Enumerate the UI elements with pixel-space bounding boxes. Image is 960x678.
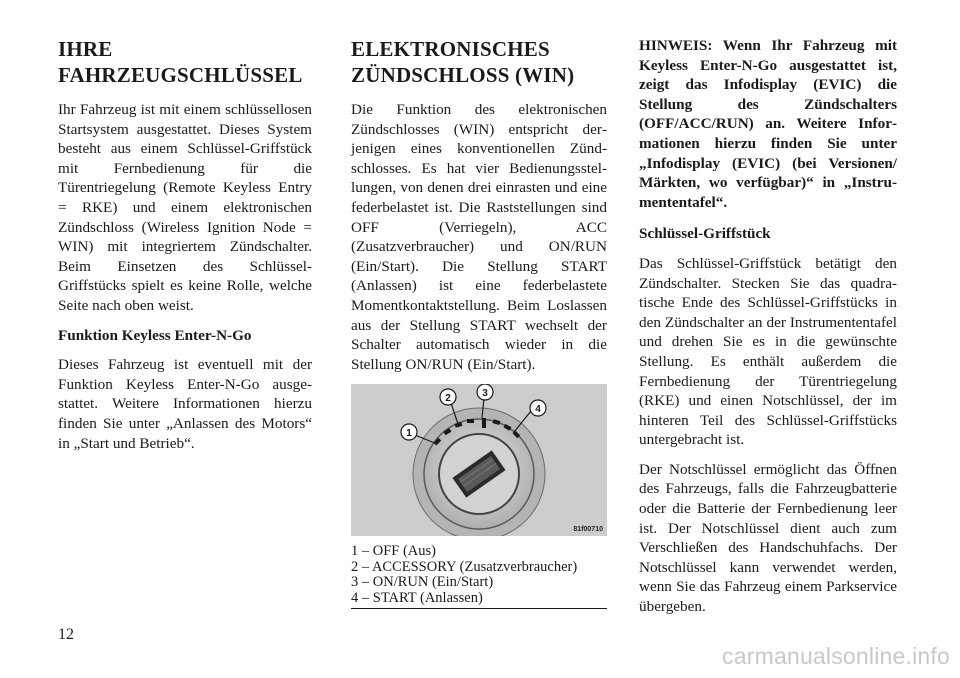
section-title-ignition-node — [351, 36, 607, 88]
subheading-key-fob: Schlüssel-Griffstück — [639, 225, 771, 243]
title-line-2: ZÜNDSCHLOSS (WIN) — [351, 63, 575, 87]
legend-divider — [351, 608, 607, 609]
callout-4: 4 — [535, 404, 541, 416]
title-line-1: IHRE — [58, 37, 113, 61]
legend-item-off: 1 – OFF (Aus) — [351, 543, 436, 560]
column-middle — [351, 36, 607, 609]
ignition-switch-illustration — [351, 384, 607, 536]
paragraph-keyless-enter-n-go: Dieses Fahrzeug ist eventuell mit der Funktion Keyless Enter-N-Go ausgestattet. Weitere Informationen hierzu finden Sie unter „Anlassen des Motors“ in „Start und Betrieb“. — [58, 356, 312, 452]
paragraph-emergency-key: Der Notschlüssel ermöglicht das Öffnen des Fahrzeugs, falls die Fahrzeugbatterie oder die Batterie der Fernbedienung leer ist. Der Notschlüssel dient auch zum Verschließen des Handschuhfachs. Der Notschlüssel kann verwendet werden, wenn Sie das Fahrzeug einem Parkservice übergeben. — [639, 460, 897, 616]
ignition-switch-figure — [351, 384, 607, 536]
paragraph-key-fob: Das Schlüssel-Griffstück betätigt den Zündschalter. Stecken Sie das quadratische Ende des Schlüssel-Griffstücks in den Zündschalter an der Instrumententafel und drehen Sie es in die gewünschte Stellung. Es enthält außerdem die Fernbedienung der Türentriegelung (RKE) und einen Notschlüssel, der im hinteren Teil des Schlüssel-Griffstücks untergebracht ist. — [639, 254, 897, 449]
callout-1: 1 — [406, 428, 412, 440]
paragraph-keyless-system: Ihr Fahrzeug ist mit einem schlüssellosen Startsystem ausgestattet. Dieses System besteht aus einem Schlüssel-Griffstück mit Fernbedienung für die Türentriegelung (Remote Keyless Entry = RKE) und einem elektronischen Zündschloss (Wireless Ignition Node = WIN) mit integriertem Zündschalter. Beim Einsetzen des Schlüssel-Griffstücks spielt es keine Rolle, welche Seite nach oben weist. — [58, 101, 312, 314]
subheading-keyless-enter-n-go: Funktion Keyless Enter-N-Go — [58, 326, 252, 344]
watermark: carmanualsonline.info — [722, 643, 950, 669]
legend-item-on-run: 3 – ON/RUN (Ein/Start) — [351, 574, 494, 591]
column-left — [58, 36, 312, 463]
column-right — [639, 36, 897, 627]
section-title-vehicle-keys — [58, 36, 312, 88]
title-line-2: FAHRZEUGSCHLÜSSEL — [58, 63, 303, 87]
figure-legend — [351, 544, 607, 606]
page-number: 12 — [58, 626, 74, 643]
legend-item-accessory: 2 – ACCESSORY (Zusatzverbraucher) — [351, 558, 578, 575]
figure-code: 81f00710 — [573, 526, 603, 534]
paragraph-ignition-positions: Die Funktion des elektronischen Zündschlosses (WIN) entspricht derjenigen eines konventionellen Zündschlosses. Es hat vier Bedienungsstellungen, von denen drei einrasten und eine federbelastet ist. Die Raststellungen sind OFF (Verriegeln), ACC (Zusatzverbraucher) und ON/RUN (Ein/Start). Die Stellung START (Anlassen) ist eine federbelastete Momentkontaktstellung. Beim Loslassen aus der Stellung START wechselt der Schalter automatisch wieder in die Stellung ON/RUN (Ein/Start). — [351, 101, 607, 373]
legend-item-start: 4 – START (Anlassen) — [351, 589, 483, 606]
callout-3: 3 — [482, 388, 488, 400]
callout-2: 2 — [445, 393, 451, 405]
note-infodisplay: HINWEIS: Wenn Ihr Fahrzeug mit Keyless Enter-N-Go ausgestattet ist, zeigt das Infodisplay (EVIC) die Stellung des Zündschalters (OFF/ACC/RUN) an. Weitere Informationen hierzu finden Sie unter „Infodisplay (EVIC) (bei Versionen/ Märkten, wo verfügbar)“ in „Instrumententafel“. — [639, 37, 897, 211]
title-line-1: ELEKTRONISCHES — [351, 37, 550, 61]
